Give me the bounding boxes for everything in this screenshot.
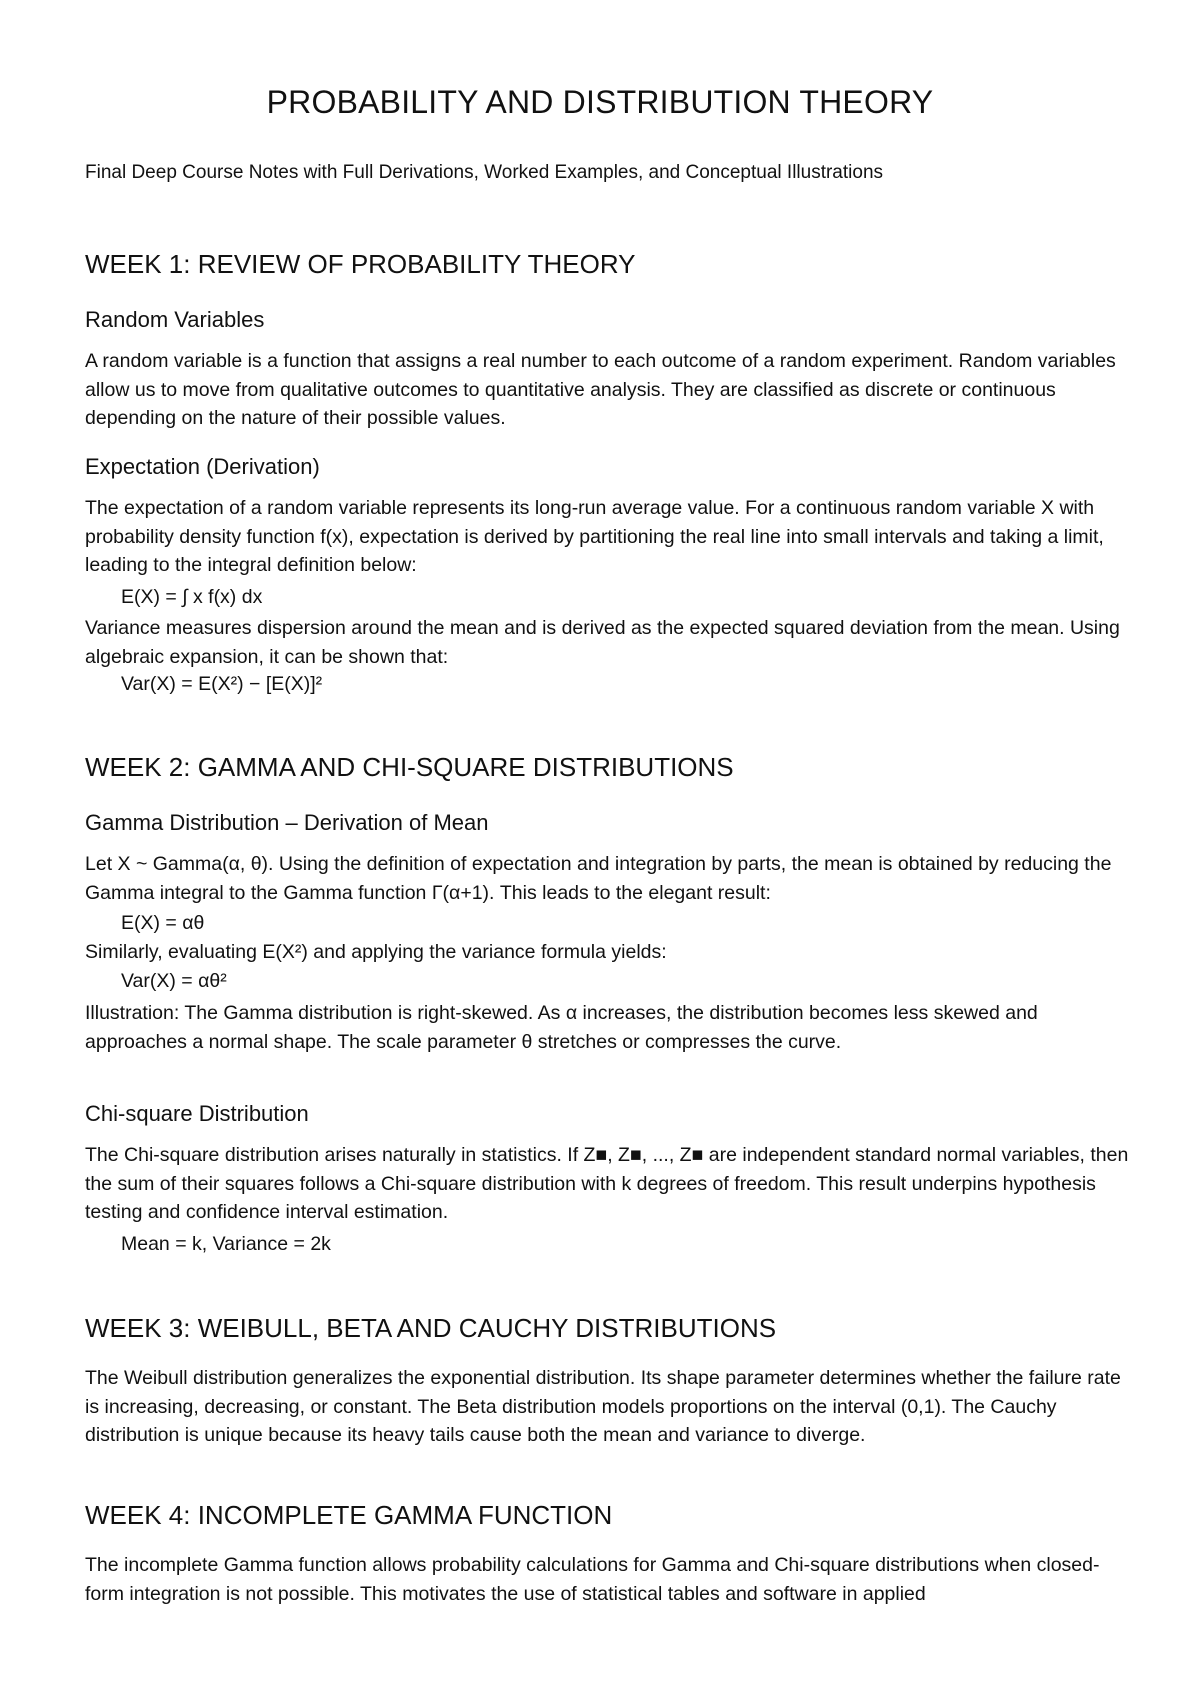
random-variables-paragraph: A random variable is a function that assigns a real number to each outcome of a random experiment. Random variables allow us to move from qualitative outcomes to quantitative analysis. They are classified as discrete or continuous depending on the nature of their possible values. bbox=[85, 350, 1116, 429]
expectation-paragraph: The expectation of a random variable represents its long-run average value. For a continuous random variable X with probability density function f(x), expectation is derived by partitioning the real line into small intervals and taking a limit, leading to the integral definition below: bbox=[85, 497, 1104, 576]
week2-heading: WEEK 2: GAMMA AND CHI-SQUARE DISTRIBUTIONS bbox=[85, 752, 734, 782]
gamma-heading: Gamma Distribution – Derivation of Mean bbox=[85, 810, 489, 835]
variance-paragraph: Variance measures dispersion around the mean and is derived as the expected squared deviation from the mean. Using algebraic expansion, it can be shown that: bbox=[85, 617, 1120, 668]
chisquare-formula: Mean = k, Variance = 2k bbox=[121, 1233, 331, 1255]
document-title: PROBABILITY AND DISTRIBUTION THEORY bbox=[266, 84, 934, 120]
gamma-mean-formula: E(X) = αθ bbox=[121, 912, 205, 934]
week1-heading: WEEK 1: REVIEW OF PROBABILITY THEORY bbox=[85, 249, 636, 279]
random-variables-heading: Random Variables bbox=[85, 307, 265, 332]
week3-heading: WEEK 3: WEIBULL, BETA AND CAUCHY DISTRIBUTIONS bbox=[85, 1313, 777, 1343]
gamma-illustration-paragraph: Illustration: The Gamma distribution is right-skewed. As α increases, the distribution becomes less skewed and approaches a normal shape. The scale parameter θ stretches or compresses the curve. bbox=[85, 1002, 1038, 1053]
week3-paragraph: The Weibull distribution generalizes the exponential distribution. Its shape parameter determines whether the failure rate is increasing, decreasing, or constant. The Beta distribution models proportions on the interval (0,1). The Cauchy distribution is unique because its heavy tails cause both the mean and variance to diverge. bbox=[85, 1367, 1121, 1446]
chisquare-paragraph: The Chi-square distribution arises naturally in statistics. If Z■, Z■, ..., Z■ are independent standard normal variables, then the sum of their squares follows a Chi-square distribution with k degrees of freedom. This result underpins hypothesis testing and confidence interval estimation. bbox=[85, 1144, 1129, 1223]
variance-formula: Var(X) = E(X²) − [E(X)]² bbox=[121, 673, 323, 695]
document-subtitle: Final Deep Course Notes with Full Derivations, Worked Examples, and Conceptual Illustrations bbox=[85, 162, 884, 183]
week4-heading: WEEK 4: INCOMPLETE GAMMA FUNCTION bbox=[85, 1500, 613, 1530]
expectation-heading: Expectation (Derivation) bbox=[85, 454, 320, 479]
expectation-formula: E(X) = ∫ x f(x) dx bbox=[121, 586, 263, 608]
gamma-variance-formula: Var(X) = αθ² bbox=[121, 970, 227, 992]
gamma-paragraph: Let X ~ Gamma(α, θ). Using the definition of expectation and integration by parts, the mean is obtained by reducing the Gamma integral to the Gamma function Γ(α+1). This leads to the elegant result: bbox=[85, 853, 1112, 904]
week4-paragraph: The incomplete Gamma function allows probability calculations for Gamma and Chi-square distributions when closed-form integration is not possible. This motivates the use of statistical tables and software in applied bbox=[85, 1554, 1100, 1605]
chisquare-heading: Chi-square Distribution bbox=[85, 1101, 309, 1126]
gamma-similarly-line: Similarly, evaluating E(X²) and applying the variance formula yields: bbox=[85, 941, 667, 963]
